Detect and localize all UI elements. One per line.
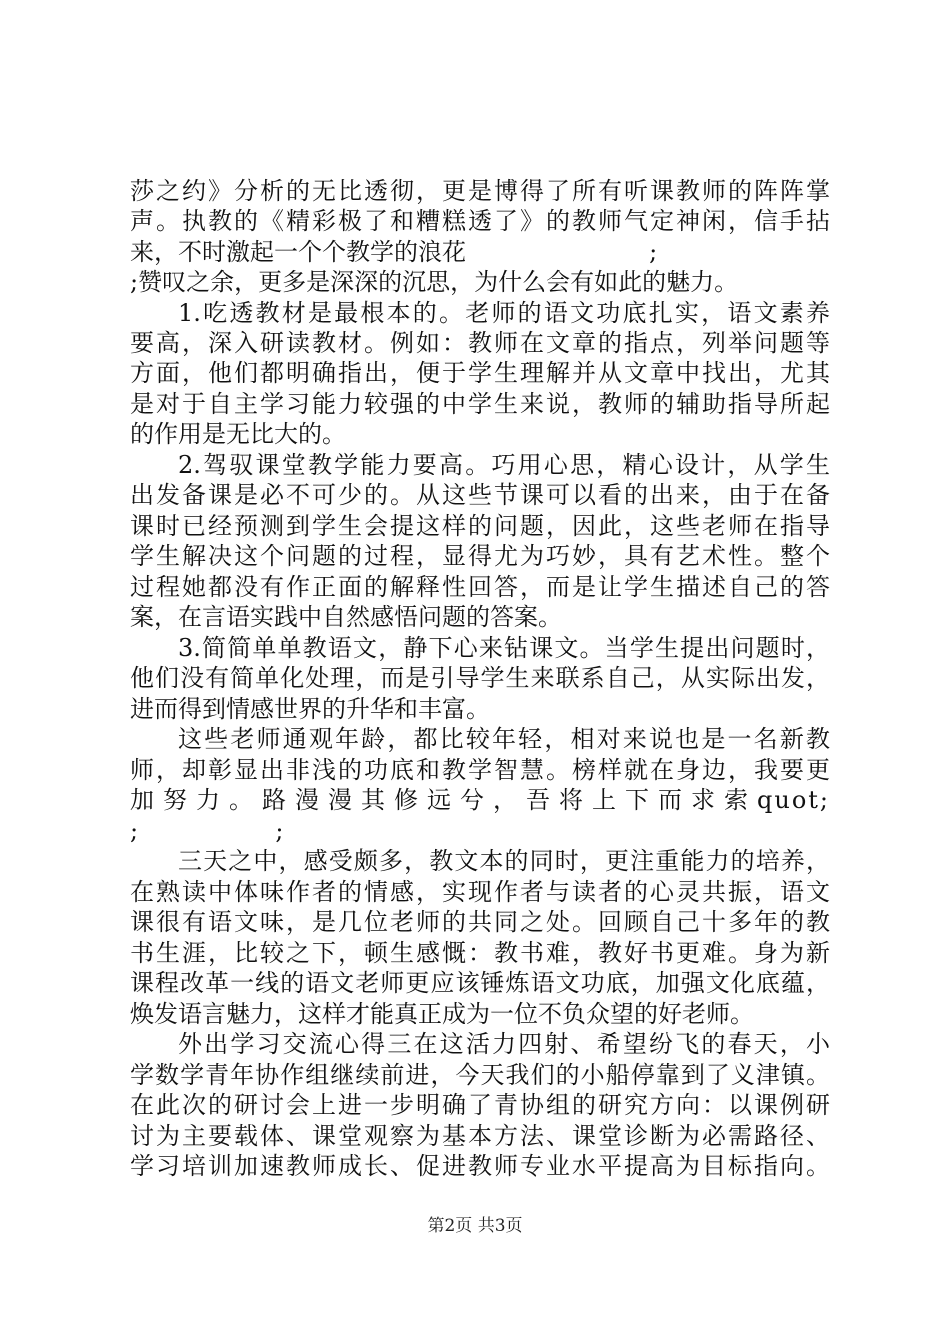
text-line: 来，不时激起一个个教学的浪花 ; (130, 238, 658, 266)
text-line: 声。执教的《精彩极了和糟糕透了》的教师气定神闲，信手拈 (130, 207, 830, 235)
text-line: 三天之中，感受颇多，教文本的同时，更注重能力的培养， (178, 847, 830, 875)
text-line: ;赞叹之余，更多是深深的沉思，为什么会有如此的魅力。 (130, 268, 739, 296)
text-line: 书生涯，比较之下，顿生感慨：教书难，教好书更难。身为新 (130, 939, 830, 967)
text-line: 学习培训加速教师成长、促进教师专业水平提高为目标指向。 (130, 1152, 830, 1180)
text-line: 课程改革一线的语文老师更应该锤炼语文功底，加强文化底蕴， (130, 969, 830, 997)
text-line: 在熟读中体味作者的情感，实现作者与读者的心灵共振，语文 (130, 878, 830, 906)
page-number-footer: 第2页 共3页 (427, 1216, 523, 1236)
text-line: 案，在言语实践中自然感悟问题的答案。 (130, 603, 562, 631)
text-line: ; ; (130, 817, 284, 845)
text-line: 进而得到情感世界的升华和丰富。 (130, 695, 490, 723)
text-line: 加努力。路漫漫其修远兮，吾将上下而求索quot; (130, 786, 830, 814)
text-line: 他们没有简单化处理，而是引导学生来联系自己，从实际出发， (130, 664, 830, 692)
text-line: 学生解决这个问题的过程，显得尤为巧妙，具有艺术性。整个 (130, 542, 830, 570)
text-line: 方面，他们都明确指出，便于学生理解并从文章中找出，尤其 (130, 359, 830, 387)
text-line: 在此次的研讨会上进一步明确了青协组的研究方向：以课例研 (130, 1091, 830, 1119)
text-line: 要高，深入研读教材。例如：教师在文章的指点，列举问题等 (130, 329, 830, 357)
text-line: 出发备课是必不可少的。从这些节课可以看的出来，由于在备 (130, 481, 830, 509)
text-line: 外出学习交流心得三在这活力四射、希望纷飞的春天，小 (178, 1030, 830, 1058)
text-line: 讨为主要载体、课堂观察为基本方法、课堂诊断为必需路径、 (130, 1122, 830, 1150)
text-line: 的作用是无比大的。 (130, 420, 346, 448)
text-line: 学数学青年协作组继续前进，今天我们的小船停靠到了义津镇。 (130, 1061, 830, 1089)
text-line: 1.吃透教材是最根本的。老师的语文功底扎实，语文素养 (178, 299, 830, 327)
text-line: 是对于自主学习能力较强的中学生来说，教师的辅助指导所起 (130, 390, 830, 418)
text-line: 2.驾驭课堂教学能力要高。巧用心思，精心设计，从学生 (178, 451, 830, 479)
text-line: 过程她都没有作正面的解释性回答，而是让学生描述自己的答 (130, 573, 830, 601)
text-line: 课时已经预测到学生会提这样的问题，因此，这些老师在指导 (130, 512, 830, 540)
text-line: 3.简简单单教语文，静下心来钻课文。当学生提出问题时， (178, 634, 830, 662)
text-line: 师，却彰显出非浅的功底和教学智慧。榜样就在身边，我要更 (130, 756, 830, 784)
text-line: 这些老师通观年龄，都比较年轻，相对来说也是一名新教 (178, 725, 830, 753)
text-line: 课很有语文味，是几位老师的共同之处。回顾自己十多年的教 (130, 908, 830, 936)
text-line: 莎之约》分析的无比透彻，更是博得了所有听课教师的阵阵掌 (130, 177, 830, 205)
text-line: 焕发语言魅力，这样才能真正成为一位不负众望的好老师。 (130, 1000, 754, 1028)
